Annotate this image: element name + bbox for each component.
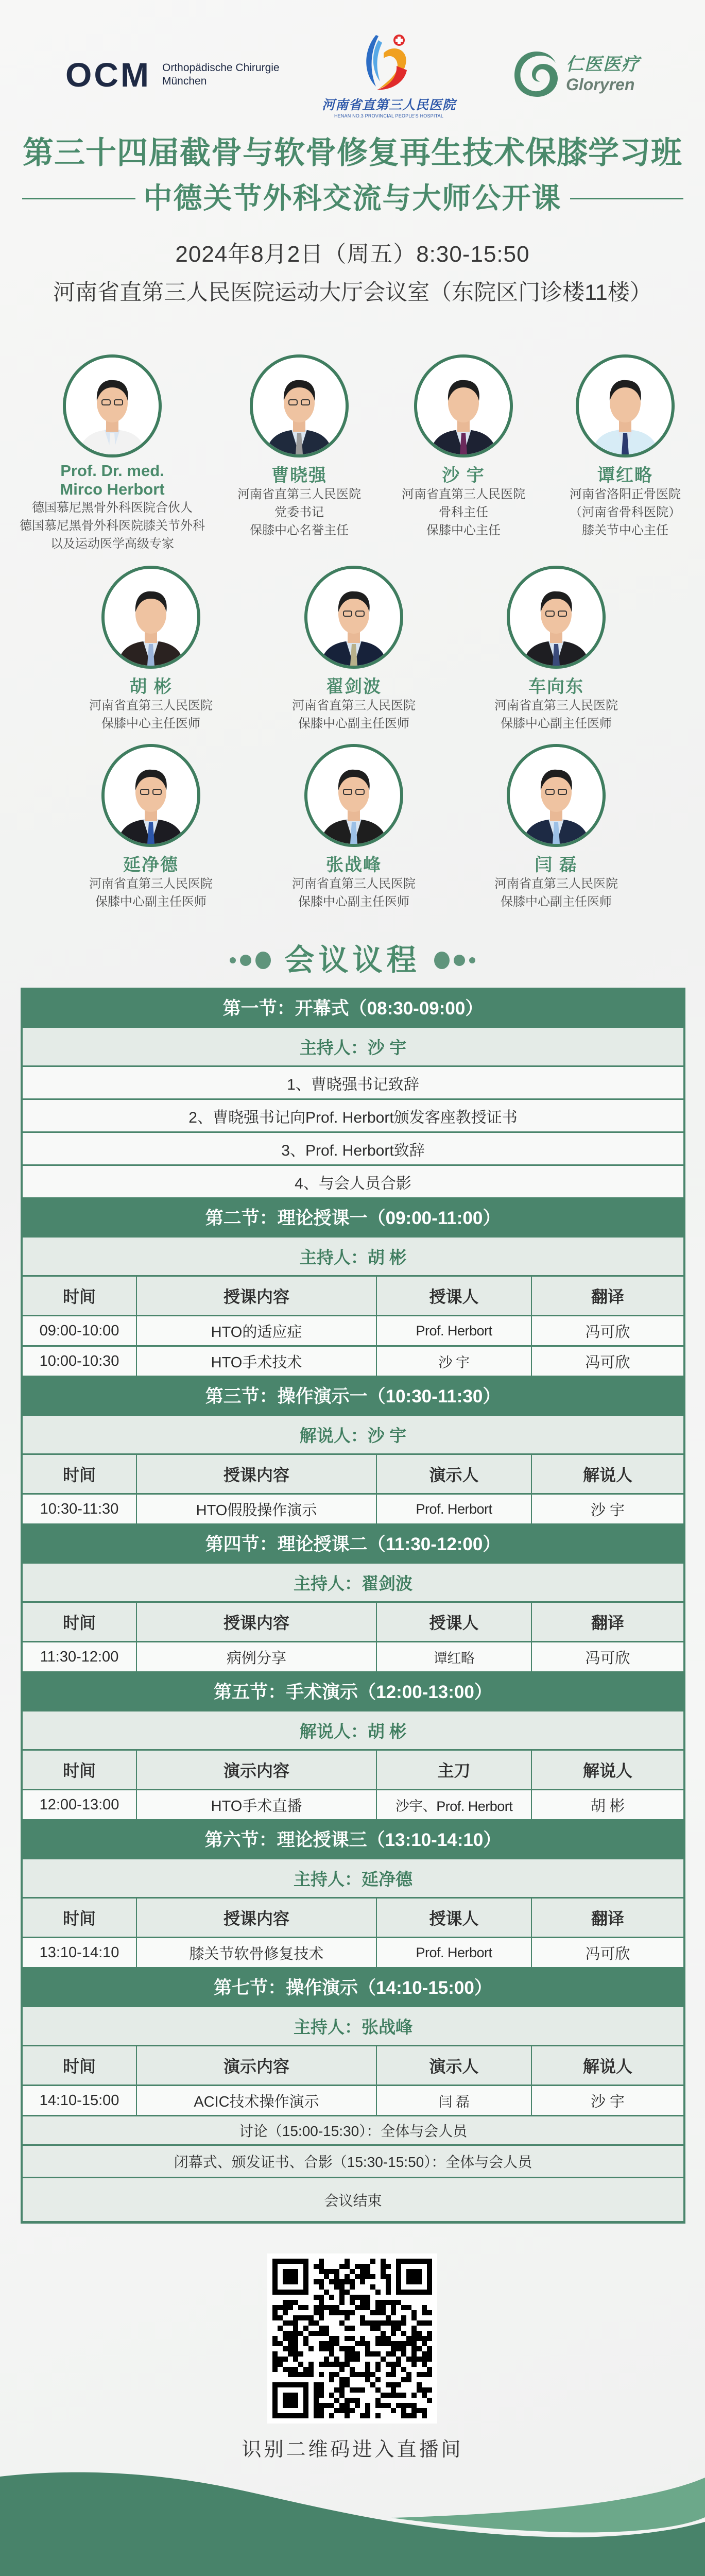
speaker-photo-frame: [304, 566, 403, 669]
closing-text: 讨论（15:00-15:30）：全体与会人员: [238, 2123, 468, 2139]
table-column-header-row: [23, 1275, 683, 1315]
column-header: 解说人: [582, 1466, 632, 1484]
table-row: [23, 1315, 683, 1345]
table-cell: 胡 彬: [590, 1798, 625, 1815]
column-header: 授课人: [377, 1603, 532, 1641]
speaker-title-line: 保膝中心副主任医师: [298, 717, 409, 731]
column-header: 时间: [23, 1455, 137, 1493]
table-cell: 冯可欣: [585, 1324, 630, 1341]
section-host-label: 主持人：沙 宇: [299, 1038, 407, 1057]
dot-icon: [230, 957, 236, 963]
section-host-label: 解说人：胡 彬: [299, 1722, 407, 1741]
speaker-photo-frame: [507, 566, 606, 669]
section-title: 第三节：操作演示一（10:30-11:30）: [205, 1386, 501, 1406]
speaker-photo-frame: [576, 354, 675, 457]
agenda-item: 3、Prof. Herbort致辞: [281, 1142, 425, 1159]
speaker-title-line: 膝关节中心主任: [582, 523, 668, 537]
qr-code[interactable]: [267, 2253, 437, 2424]
dot-icon: [255, 952, 271, 969]
column-header: 演示人: [377, 1455, 532, 1493]
closing-row: [23, 2115, 683, 2144]
section-host-label: 主持人：胡 彬: [299, 1248, 407, 1267]
column-header: 翻译: [591, 1287, 624, 1306]
section-host-label: 主持人：延净德: [294, 1870, 412, 1889]
divider-right: [570, 198, 683, 199]
speaker-name: 曹晓强: [271, 466, 327, 485]
agenda-item: 4、与会人员合影: [295, 1175, 411, 1192]
page-title: 第三十四届截骨与软骨修复再生技术保膝学习班: [23, 135, 682, 170]
column-header: 翻译: [591, 1614, 624, 1632]
ocm-logo-line1: Orthopädische Chirurgie: [162, 62, 280, 74]
table-row: [23, 1789, 683, 1819]
speaker-name: 沙 宇: [442, 466, 485, 485]
speaker-title-line: 河南省直第三人民医院: [89, 699, 213, 713]
speaker-name-line2: Mirco Herbort: [60, 480, 165, 498]
section-host: [23, 1710, 683, 1749]
section-host-label: 解说人：沙 宇: [299, 1426, 407, 1445]
table-cell: HTO的适应症: [137, 1316, 377, 1345]
speaker-card: [74, 744, 228, 911]
speaker-title-line: 河南省直第三人民医院: [292, 877, 416, 891]
dot-icon: [454, 955, 465, 966]
table-cell: HTO假股操作演示: [137, 1495, 377, 1523]
table-column-header-row: [23, 1453, 683, 1493]
hospital-logo: [319, 30, 458, 118]
table-row: [23, 1937, 683, 1967]
speaker-photo-frame: [304, 744, 403, 847]
footer-wave: [0, 2463, 705, 2576]
speaker-name: 车向东: [528, 677, 584, 697]
speaker-card: [277, 566, 431, 733]
subtitle-block: [0, 180, 705, 216]
section-header: [23, 1967, 683, 2006]
agenda-heading: [0, 942, 705, 979]
dot-icon: [434, 952, 450, 969]
speaker-title-line: 保膝中心副主任医师: [501, 717, 612, 731]
speaker-title-line: 保膝中心副主任医师: [298, 895, 409, 909]
speaker-name: 张战峰: [326, 855, 382, 875]
column-header: 演示内容: [137, 1751, 377, 1789]
table-cell: ACIC技术操作演示: [137, 2086, 377, 2115]
gloryren-swirl-icon: [512, 49, 561, 99]
speaker-name: 闫 磊: [535, 855, 578, 875]
agenda-item-row: [23, 1065, 683, 1098]
table-cell: 谭红略: [377, 1642, 532, 1671]
section-title: 第六节：理论授课三（13:10-14:10）: [204, 1829, 502, 1850]
speaker-card: [548, 354, 702, 539]
table-cell: 10:30-11:30: [23, 1495, 137, 1523]
speaker-title-line: 保膝中心名誉主任: [250, 523, 349, 537]
table-cell: Prof. Herbort: [377, 1938, 532, 1967]
table-cell: 冯可欣: [585, 1945, 630, 1962]
speaker-photo-frame: [250, 354, 349, 457]
speaker-title-line: 骨科主任: [439, 505, 488, 519]
portrait-photo: [510, 569, 603, 666]
agenda-item-row: [23, 1164, 683, 1197]
table-cell: 13:10-14:10: [23, 1938, 137, 1967]
portrait-photo: [105, 569, 197, 666]
portrait-photo: [307, 747, 400, 844]
column-header: 授课人: [377, 1899, 532, 1937]
section-header: [23, 1197, 683, 1236]
speaker-name: Prof. Dr. med.: [60, 462, 164, 480]
table-row: [23, 1493, 683, 1523]
speaker-title-line: 党委书记: [274, 505, 324, 519]
speaker-title-line: 河南省直第三人民医院: [237, 487, 361, 501]
speaker-name: 延净德: [123, 855, 179, 875]
speaker-title-line: 河南省直第三人民医院: [494, 699, 618, 713]
table-row: [23, 1345, 683, 1376]
column-header: 授课内容: [137, 1899, 377, 1937]
section-host: [23, 1026, 683, 1065]
column-header: 翻译: [591, 1909, 624, 1928]
section-host: [23, 1858, 683, 1897]
speaker-photo-frame: [414, 354, 513, 457]
closing-text: 会议结束: [324, 2192, 382, 2209]
section-host: [23, 1414, 683, 1453]
column-header: 解说人: [582, 1761, 632, 1780]
speaker-card: [74, 566, 228, 733]
speaker-photo-frame: [507, 744, 606, 847]
column-header: 解说人: [582, 2057, 632, 2076]
speaker-title-line: 河南省直第三人民医院: [494, 877, 618, 891]
column-header: 授课内容: [137, 1455, 377, 1493]
speaker-title-line: 德国慕尼黑骨外科医院合伙人: [32, 501, 193, 515]
portrait-photo: [579, 358, 672, 454]
section-title: 第七节：操作演示（14:10-15:00）: [214, 1977, 492, 1998]
speaker-title-line: 以及运动医学高级专家: [50, 537, 174, 551]
column-header: 时间: [23, 1899, 137, 1937]
table-cell: HTO手术直播: [137, 1790, 377, 1819]
column-header: 主刀: [377, 1751, 532, 1789]
speaker-name: 胡 彬: [129, 677, 173, 697]
table-cell: 沙宇、Prof. Herbort: [377, 1790, 532, 1819]
section-host-label: 主持人：张战峰: [294, 2018, 412, 2037]
table-cell: 09:00-10:00: [23, 1316, 137, 1345]
table-cell: 沙 宇: [590, 1502, 625, 1519]
ocm-logo-mark: OCM: [65, 56, 151, 94]
speaker-title-line: 河南省洛阳正骨医院: [570, 487, 681, 501]
table-column-header-row: [23, 1897, 683, 1937]
table-cell: 病例分享: [137, 1642, 377, 1671]
hospital-emblem-icon: [355, 30, 422, 94]
divider-left: [22, 198, 135, 199]
section-header: [23, 1523, 683, 1562]
portrait-photo: [307, 569, 400, 666]
section-host-label: 主持人：翟剑波: [294, 1574, 412, 1593]
section-header: [23, 1671, 683, 1710]
speaker-name: 翟剑波: [326, 677, 382, 697]
section-header: [23, 1819, 683, 1858]
gloryren-logo-en: Gloryren: [566, 75, 635, 94]
section-host: [23, 1562, 683, 1601]
speaker-title-line: 保膝中心副主任医师: [95, 895, 207, 909]
speaker-card: [386, 354, 541, 539]
speaker-title-line: 德国慕尼黑骨外科医院膝关节外科: [20, 519, 205, 533]
table-cell: Prof. Herbort: [377, 1316, 532, 1345]
table-column-header-row: [23, 2045, 683, 2084]
table-cell: HTO手术技术: [137, 1347, 377, 1376]
speaker-title-line: 保膝中心主任: [426, 523, 501, 537]
table-column-header-row: [23, 1749, 683, 1789]
speaker-name: 谭红略: [597, 466, 653, 485]
portrait-photo: [253, 358, 346, 454]
table-row: [23, 1641, 683, 1671]
gloryren-logo: [512, 49, 640, 99]
agenda-item-row: [23, 1131, 683, 1164]
table-cell: 闫 磊: [377, 2086, 532, 2115]
table-cell: 沙 宇: [590, 2093, 625, 2110]
section-title: 第五节：手术演示（12:00-13:00）: [214, 1682, 492, 1702]
column-header: 演示内容: [137, 2046, 377, 2084]
section-host: [23, 1236, 683, 1275]
speaker-title-line: 河南省直第三人民医院: [402, 487, 525, 501]
speaker-card: [222, 354, 376, 539]
closing-row: [23, 2144, 683, 2177]
speaker-card: [277, 744, 431, 911]
agenda-table: [21, 988, 685, 2224]
ocm-logo-line2: München: [162, 75, 207, 87]
section-header: [23, 988, 683, 1026]
hospital-logo-cn: 河南省直第三人民医院: [321, 97, 456, 112]
gloryren-logo-cn: 仁医医疗: [566, 55, 640, 74]
column-header: 授课内容: [137, 1603, 377, 1641]
table-cell: Prof. Herbort: [377, 1495, 532, 1523]
table-cell: 冯可欣: [585, 1650, 630, 1667]
column-header: 时间: [23, 1603, 137, 1641]
column-header: 时间: [23, 1277, 137, 1315]
speaker-photo-frame: [101, 566, 200, 669]
portrait-photo: [510, 747, 603, 844]
speaker-title-line: （河南省骨科医院）: [570, 505, 681, 519]
dot-icon: [240, 955, 251, 966]
table-cell: 11:30-12:00: [23, 1642, 137, 1671]
section-host: [23, 2006, 683, 2045]
table-cell: 沙 宇: [377, 1347, 532, 1376]
speaker-card: [9, 354, 215, 553]
agenda-item: 1、曹晓强书记致辞: [287, 1076, 419, 1093]
speaker-photo-frame: [101, 744, 200, 847]
table-cell: 14:10-15:00: [23, 2086, 137, 2115]
section-title: 第四节：理论授课二（11:30-12:00）: [205, 1534, 501, 1554]
section-title: 第一节：开幕式（08:30-09:00）: [222, 998, 484, 1019]
speaker-title-line: 河南省直第三人民医院: [89, 877, 213, 891]
section-header: [23, 1376, 683, 1414]
portrait-photo: [66, 358, 159, 454]
agenda-item-row: [23, 1098, 683, 1131]
qr-code-icon: [272, 2259, 432, 2418]
table-cell: 10:00-10:30: [23, 1347, 137, 1376]
table-cell: 膝关节软骨修复技术: [137, 1938, 377, 1967]
table-row: [23, 2084, 683, 2115]
closing-row: [23, 2177, 683, 2221]
column-header: 时间: [23, 2046, 137, 2084]
speaker-card: [479, 744, 633, 911]
speaker-title-line: 河南省直第三人民医院: [292, 699, 416, 713]
page-subtitle: 中德关节外科交流与大师公开课: [143, 182, 562, 214]
qr-caption: 识别二维码进入直播间: [242, 2439, 463, 2461]
column-header: 授课人: [377, 1277, 532, 1315]
hospital-logo-en: HENAN NO.3 PROVINCIAL PEOPLE'S HOSPITAL: [334, 113, 444, 118]
portrait-photo: [417, 358, 510, 454]
section-title: 第二节：理论授课一（09:00-11:00）: [205, 1208, 501, 1228]
speaker-card: [479, 566, 633, 733]
ocm-logo: [65, 58, 280, 92]
agenda-item: 2、曹晓强书记向Prof. Herbort颁发客座教授证书: [188, 1109, 518, 1126]
closing-text: 闭幕式、颁发证书、合影（15:30-15:50）：全体与会人员: [174, 2154, 532, 2170]
agenda-title: 会议议程: [284, 943, 421, 977]
dot-icon: [469, 957, 475, 963]
table-cell: 冯可欣: [585, 1354, 630, 1371]
speaker-title-line: 保膝中心副主任医师: [501, 895, 612, 909]
event-venue: 河南省直第三人民医院运动大厅会议室（东院区门诊楼11楼）: [53, 280, 652, 305]
event-date: 2024年8月2日（周五）8:30-15:50: [175, 242, 530, 267]
portrait-photo: [105, 747, 197, 844]
column-header: 授课内容: [137, 1277, 377, 1315]
speaker-photo-frame: [63, 354, 162, 457]
speaker-title-line: 保膝中心主任医师: [101, 717, 200, 731]
table-column-header-row: [23, 1601, 683, 1641]
table-cell: 12:00-13:00: [23, 1790, 137, 1819]
column-header: 演示人: [377, 2046, 532, 2084]
column-header: 时间: [23, 1751, 137, 1789]
